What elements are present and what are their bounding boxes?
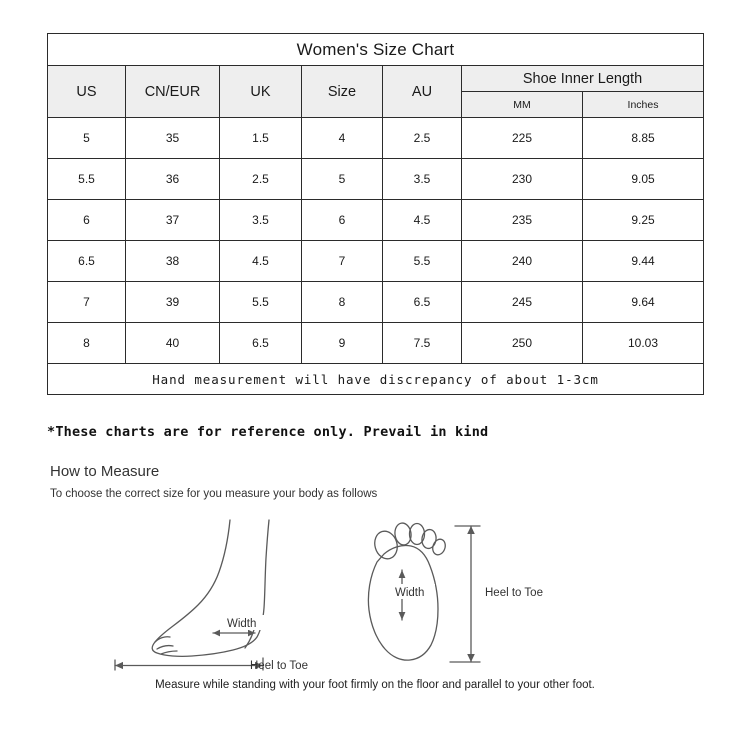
top-heel-to-toe-label: Heel to Toe — [485, 587, 543, 599]
cell-size: 6 — [302, 200, 383, 241]
cell-cn-eur: 37 — [126, 200, 220, 241]
top-width-label: Width — [395, 587, 425, 599]
cell-inches: 9.05 — [583, 159, 704, 200]
how-to-measure-subtitle: To choose the correct size for you measure your body as follows — [50, 488, 378, 500]
cell-cn-eur: 39 — [126, 282, 220, 323]
column-header-au: AU — [383, 66, 462, 118]
cell-mm: 250 — [462, 323, 583, 364]
how-to-measure-title: How to Measure — [50, 463, 160, 480]
cell-au: 2.5 — [383, 118, 462, 159]
cell-uk: 1.5 — [220, 118, 302, 159]
hand-measurement-note: Hand measurement will have discrepancy of about 1-3cm — [48, 364, 704, 395]
table-row — [48, 241, 704, 282]
table-row-title — [48, 34, 704, 66]
cell-size: 7 — [302, 241, 383, 282]
how-to-measure-footer: Measure while standing with your foot firmly on the floor and parallel to your other foot. — [155, 679, 595, 691]
cell-uk: 6.5 — [220, 323, 302, 364]
side-length-arrow — [115, 658, 263, 670]
cell-uk: 2.5 — [220, 159, 302, 200]
cell-mm: 230 — [462, 159, 583, 200]
table-row-footer-note — [48, 364, 704, 395]
column-subheader-inches: Inches — [583, 92, 704, 118]
cell-uk: 3.5 — [220, 200, 302, 241]
cell-us: 8 — [48, 323, 126, 364]
cell-cn-eur: 40 — [126, 323, 220, 364]
column-header-size: Size — [302, 66, 383, 118]
cell-cn-eur: 38 — [126, 241, 220, 282]
column-header-shoe-inner-length: Shoe Inner Length — [462, 66, 704, 92]
cell-inches: 10.03 — [583, 323, 704, 364]
cell-cn-eur: 35 — [126, 118, 220, 159]
cell-us: 7 — [48, 282, 126, 323]
cell-inches: 9.25 — [583, 200, 704, 241]
table-row — [48, 159, 704, 200]
cell-inches: 8.85 — [583, 118, 704, 159]
cell-mm: 240 — [462, 241, 583, 282]
cell-au: 5.5 — [383, 241, 462, 282]
cell-inches: 9.64 — [583, 282, 704, 323]
column-header-cn-eur: CN/EUR — [126, 66, 220, 118]
cell-mm: 235 — [462, 200, 583, 241]
cell-inches: 9.44 — [583, 241, 704, 282]
table-row-header — [48, 66, 704, 92]
cell-uk: 4.5 — [220, 241, 302, 282]
table-row — [48, 118, 704, 159]
cell-size: 4 — [302, 118, 383, 159]
top-length-arrow — [450, 526, 480, 662]
cell-au: 3.5 — [383, 159, 462, 200]
cell-us: 6 — [48, 200, 126, 241]
cell-us: 5.5 — [48, 159, 126, 200]
page-title: Women's Size Chart — [48, 34, 704, 66]
side-width-label: Width — [227, 618, 257, 630]
table-row — [48, 200, 704, 241]
side-width-arrow — [213, 630, 255, 637]
foot-side-view-illustration — [152, 520, 269, 656]
side-heel-to-toe-label: Heel to Toe — [250, 660, 308, 672]
table-row — [48, 282, 704, 323]
column-header-uk: UK — [220, 66, 302, 118]
table-row — [48, 323, 704, 364]
cell-size: 5 — [302, 159, 383, 200]
cell-au: 6.5 — [383, 282, 462, 323]
cell-size: 9 — [302, 323, 383, 364]
cell-uk: 5.5 — [220, 282, 302, 323]
cell-us: 6.5 — [48, 241, 126, 282]
cell-size: 8 — [302, 282, 383, 323]
measure-figures — [95, 510, 655, 675]
size-chart-container — [47, 33, 703, 395]
cell-au: 7.5 — [383, 323, 462, 364]
cell-cn-eur: 36 — [126, 159, 220, 200]
cell-us: 5 — [48, 118, 126, 159]
column-header-us: US — [48, 66, 126, 118]
reference-only-note: *These charts are for reference only. Prevail in kind — [47, 424, 489, 440]
column-subheader-mm: MM — [462, 92, 583, 118]
cell-mm: 245 — [462, 282, 583, 323]
size-chart-table — [47, 33, 704, 395]
cell-mm: 225 — [462, 118, 583, 159]
cell-au: 4.5 — [383, 200, 462, 241]
